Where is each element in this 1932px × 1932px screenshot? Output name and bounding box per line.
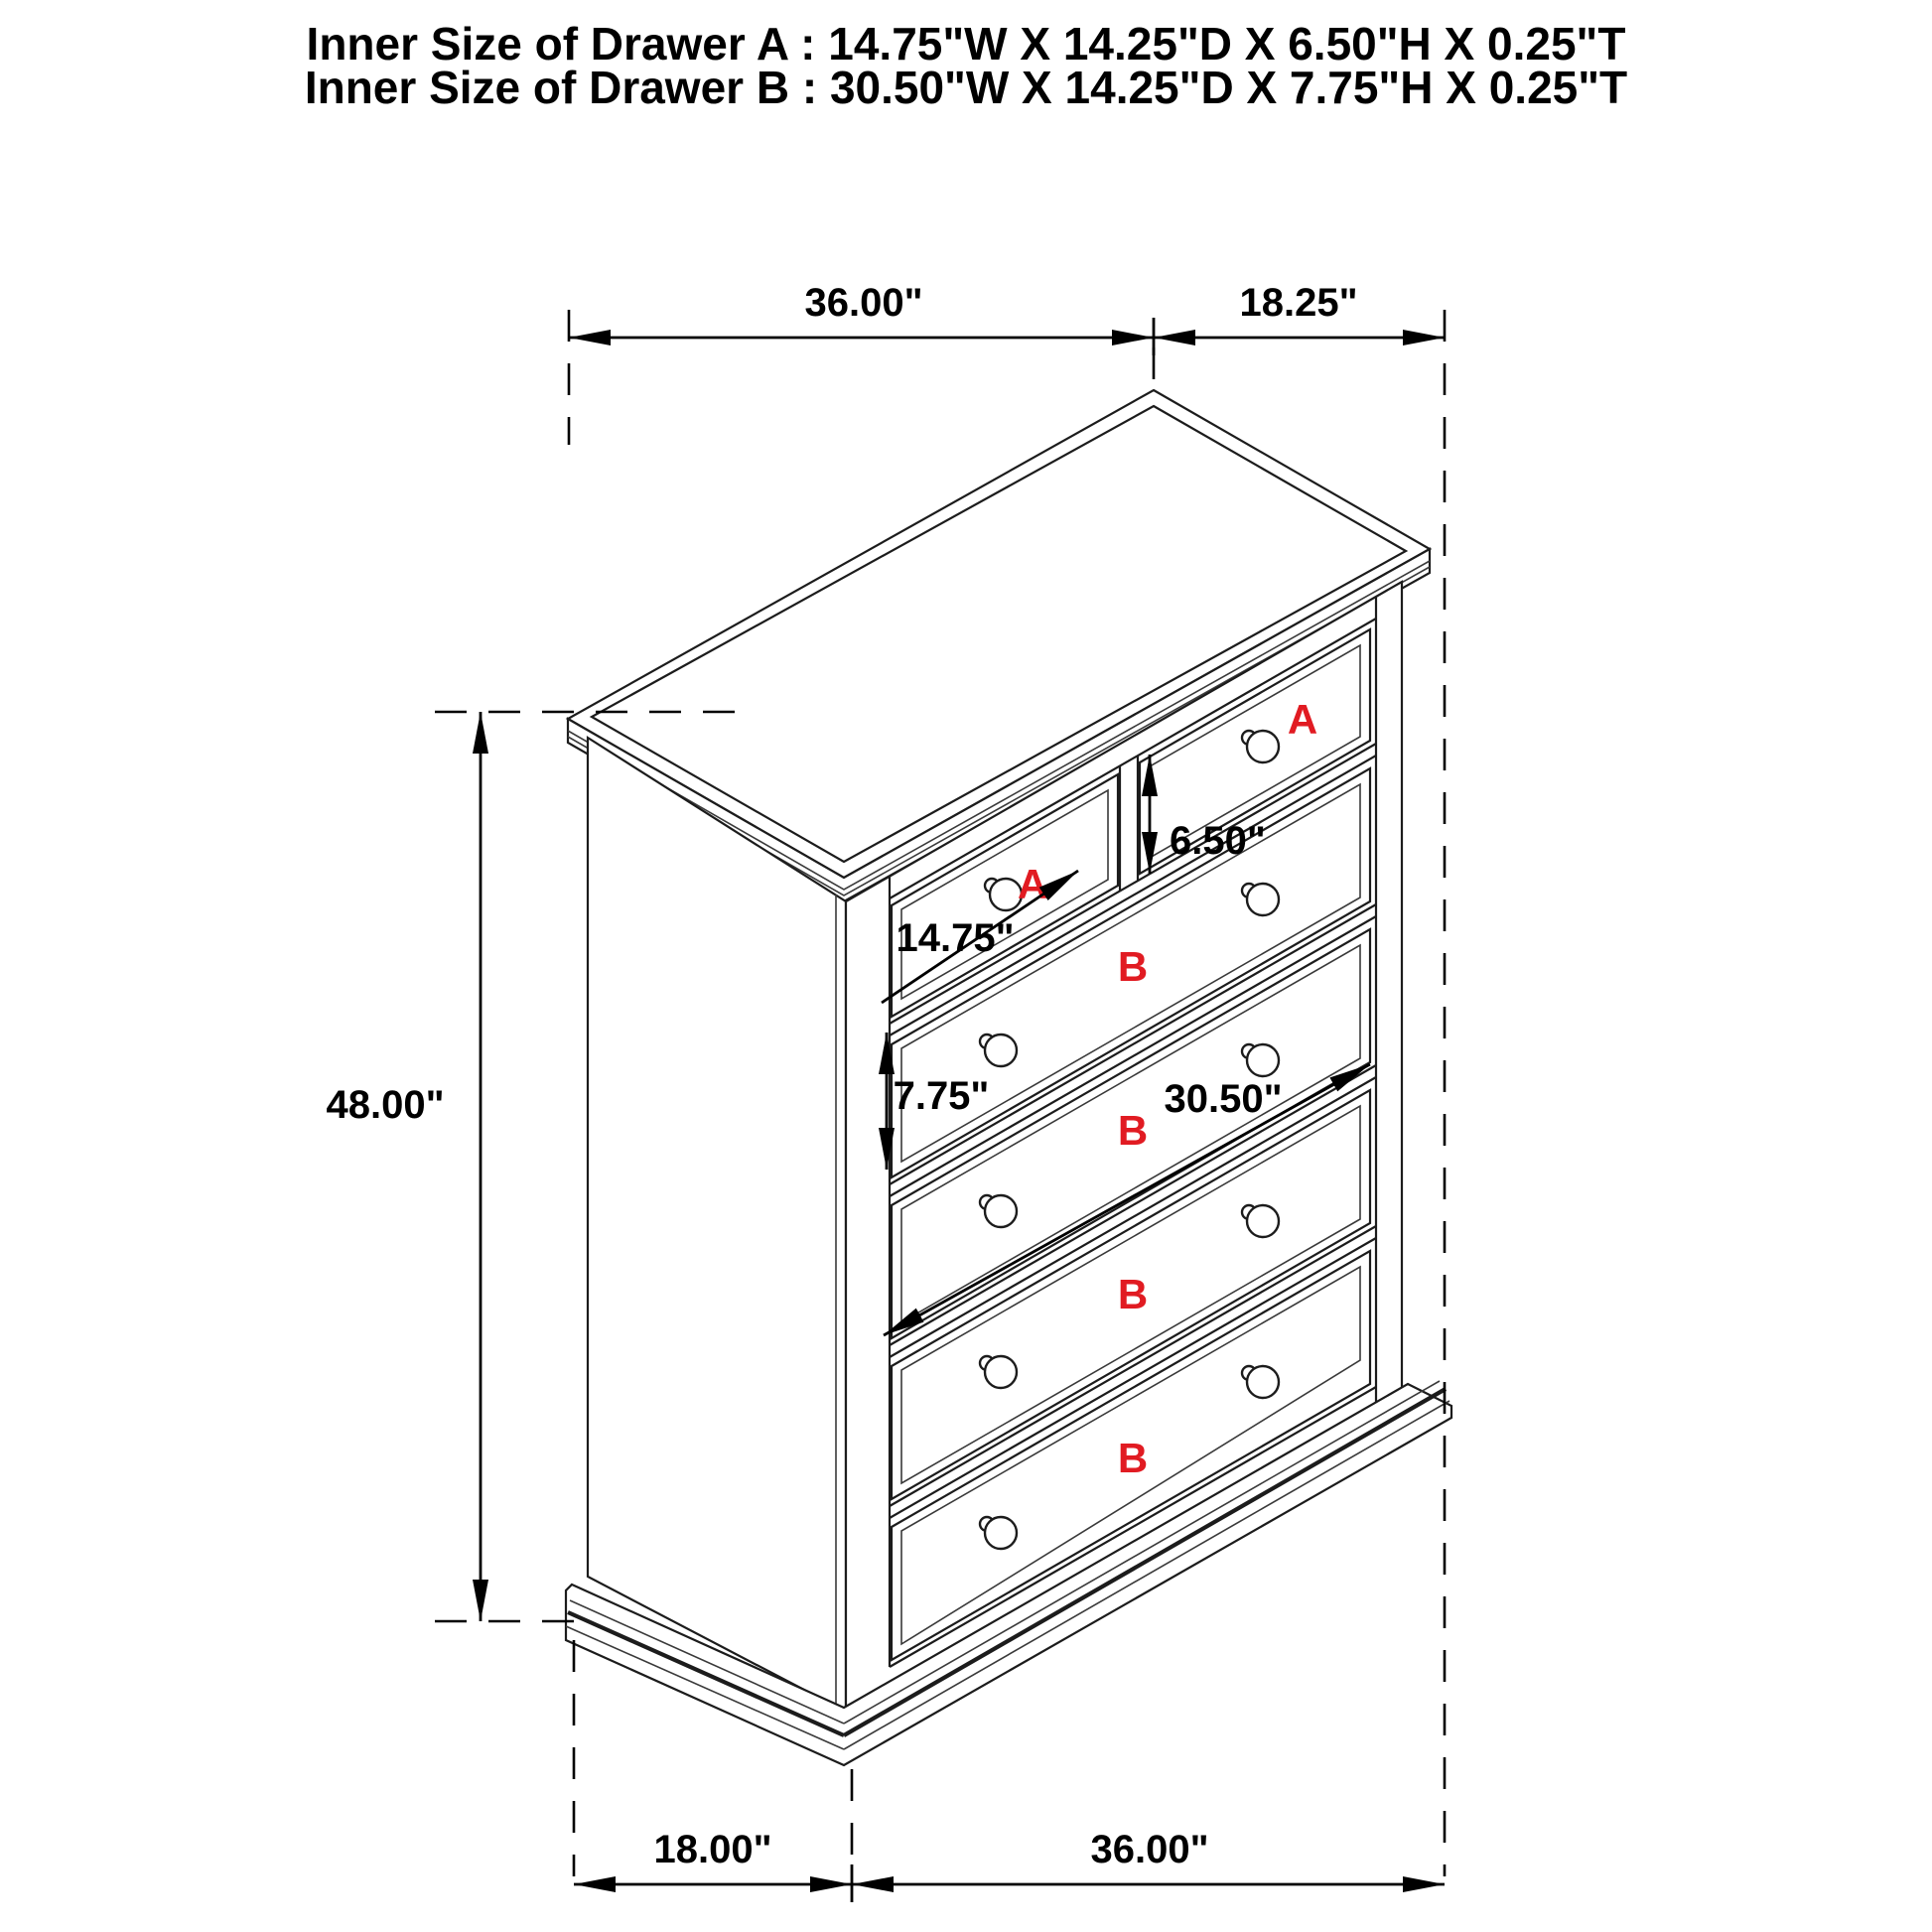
chest-left-panel <box>588 738 846 1712</box>
label-drawer-a-right: A <box>1287 696 1318 743</box>
dim-bottom-width <box>852 1828 1445 1884</box>
dim-top-width <box>569 281 1154 445</box>
dim-text-drawer-a-width: 14.75" <box>896 916 1015 960</box>
dim-text-height: 48.00" <box>326 1083 445 1127</box>
dim-text-top-width: 36.00" <box>804 281 923 325</box>
dim-text-top-depth: 18.25" <box>1239 281 1358 325</box>
dim-text-drawer-b-width: 30.50" <box>1164 1077 1283 1121</box>
title-block <box>305 18 1627 113</box>
dim-text-bottom-width: 36.00" <box>1090 1828 1209 1871</box>
label-drawer-b2: B <box>1117 1107 1149 1154</box>
label-drawer-a-left: A <box>1017 861 1048 907</box>
title-line-drawer-b: Inner Size of Drawer B : 30.50"W X 14.25"D X 7.75"H X 0.25"T <box>304 62 1628 113</box>
dim-text-bottom-depth: 18.00" <box>653 1828 772 1871</box>
dim-text-drawer-b-height: 7.75" <box>893 1074 990 1118</box>
dim-text-drawer-a-height: 6.50" <box>1170 819 1266 863</box>
label-drawer-b3: B <box>1117 1271 1149 1317</box>
title-line-drawer-a: Inner Size of Drawer A : 14.75"W X 14.25"D X 6.50"H X 0.25"T <box>306 18 1626 69</box>
chest-drawing <box>566 390 1451 1765</box>
label-drawer-b4: B <box>1117 1435 1149 1481</box>
label-drawer-b1: B <box>1117 943 1149 990</box>
